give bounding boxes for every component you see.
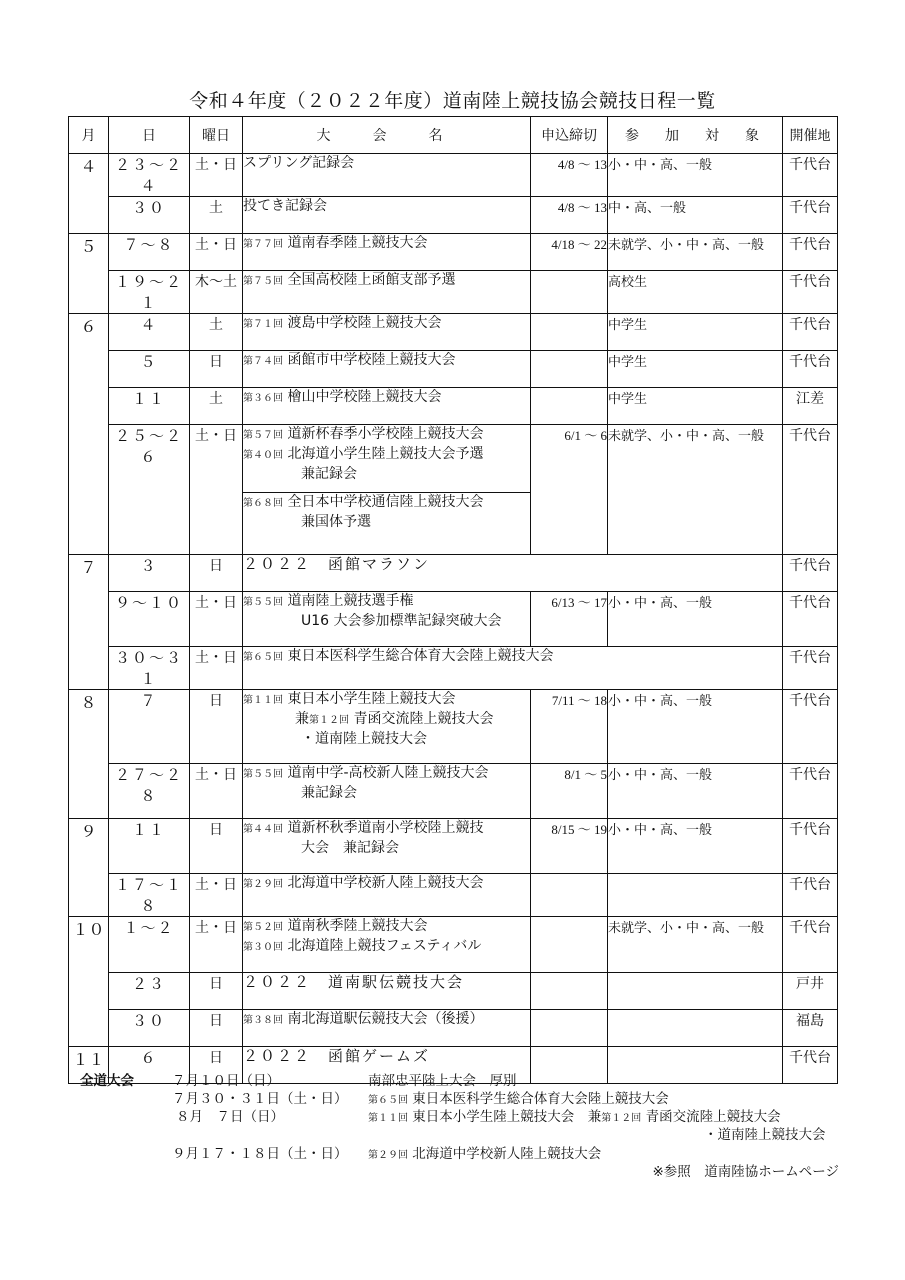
event-cell bbox=[243, 271, 531, 314]
venue-cell: 千代台 bbox=[783, 351, 838, 388]
edition-label: 第４４回 bbox=[243, 824, 283, 835]
target-cell: 中・高、一般 bbox=[608, 197, 783, 234]
edition-label: 第３６回 bbox=[243, 393, 283, 404]
deadline-cell: 4/8 ～ 13 bbox=[531, 197, 608, 234]
weekday-cell: 日 bbox=[190, 973, 243, 1010]
day-cell: ２５～２６ bbox=[109, 425, 190, 555]
target-cell: 未就学、小・中・高、一般 bbox=[608, 234, 783, 271]
table-row bbox=[69, 351, 838, 388]
weekday-cell: 土・日 bbox=[190, 764, 243, 819]
table-row bbox=[69, 917, 838, 973]
day-cell: ５ bbox=[109, 351, 190, 388]
header-weekday: 曜日 bbox=[190, 117, 243, 154]
table-row bbox=[69, 555, 838, 592]
venue-cell: 戸井 bbox=[783, 973, 838, 1010]
event-cell bbox=[243, 647, 783, 690]
weekday-cell: 土・日 bbox=[190, 154, 243, 197]
deadline-cell: 4/18 ～ 22 bbox=[531, 234, 608, 271]
target-cell bbox=[608, 973, 783, 1010]
venue-cell: 千代台 bbox=[783, 197, 838, 234]
footer-label: 全道大会 bbox=[80, 1073, 134, 1089]
day-cell: ７～８ bbox=[109, 234, 190, 271]
table-row bbox=[69, 388, 838, 425]
weekday-cell: 土・日 bbox=[190, 425, 243, 555]
month-cell: １１ bbox=[69, 1047, 109, 1084]
footer-date: ７月１０日（日） bbox=[172, 1073, 280, 1089]
event-cell bbox=[243, 388, 531, 425]
event-name: 道新杯春季小学校陸上競技大会 bbox=[287, 426, 484, 442]
footer-date: ９月１７・１８日（土・日） bbox=[172, 1146, 348, 1162]
footer-event bbox=[368, 1087, 669, 1107]
event-name: 投てき記録会 bbox=[243, 198, 327, 214]
day-cell: ７ bbox=[109, 690, 190, 764]
event-cell bbox=[243, 973, 531, 1010]
edition-label: 第２９回 bbox=[368, 1150, 408, 1161]
event-cell bbox=[243, 425, 531, 493]
day-cell: ３ bbox=[109, 555, 190, 592]
footer-event-name: 北海道中学校新人陸上競技大会 bbox=[412, 1146, 602, 1162]
event-name: 北海道陸上競技フェスティバル bbox=[287, 938, 482, 954]
header-venue-b: 地 bbox=[817, 129, 831, 144]
venue-cell: 福島 bbox=[783, 1010, 838, 1047]
event-name: 道南中学-高校新人陸上競技大会 bbox=[287, 765, 489, 781]
footer-event bbox=[368, 1142, 601, 1162]
table-row bbox=[69, 197, 838, 234]
month-cell: ５ bbox=[69, 234, 109, 314]
day-cell: １１ bbox=[109, 819, 190, 874]
weekday-cell: 日 bbox=[190, 690, 243, 764]
event-note: 兼記録会 bbox=[301, 785, 357, 801]
deadline-cell bbox=[531, 917, 608, 973]
joint-prefix: 兼 bbox=[295, 711, 309, 727]
venue-cell: 千代台 bbox=[783, 154, 838, 197]
deadline-cell bbox=[531, 1010, 608, 1047]
target-cell bbox=[608, 1047, 783, 1084]
reference-note: ※参照 道南陸協ホームページ bbox=[652, 1164, 839, 1180]
header-day: 日 bbox=[109, 117, 190, 154]
event-note: ・道南陸上競技大会 bbox=[301, 731, 427, 747]
event-name: 檜山中学校陸上競技大会 bbox=[287, 389, 442, 405]
footer-event: 南部忠平陸上大会 厚別 bbox=[368, 1073, 517, 1089]
day-cell: ２３～２４ bbox=[109, 154, 190, 197]
month-cell: ６ bbox=[69, 314, 109, 555]
edition-label: 第５５回 bbox=[243, 769, 283, 780]
edition-label: 第７５回 bbox=[243, 276, 283, 287]
event-cell bbox=[243, 764, 531, 819]
header-target: 参 加 対 象 bbox=[608, 117, 783, 154]
header-venue bbox=[783, 117, 838, 154]
edition-label: 第１２回 bbox=[601, 1113, 642, 1124]
weekday-cell: 日 bbox=[190, 1047, 243, 1084]
month-cell: ４ bbox=[69, 154, 109, 234]
venue-cell: 千代台 bbox=[783, 592, 838, 647]
target-cell: 小・中・高、一般 bbox=[608, 764, 783, 819]
weekday-cell: 土・日 bbox=[190, 874, 243, 917]
weekday-cell: 日 bbox=[190, 555, 243, 592]
deadline-cell bbox=[531, 314, 608, 351]
venue-cell: 千代台 bbox=[783, 874, 838, 917]
table-row bbox=[69, 234, 838, 271]
target-cell: 小・中・高、一般 bbox=[608, 154, 783, 197]
event-name: 青函交流陸上競技大会 bbox=[353, 711, 494, 727]
deadline-cell: 4/8 ～ 13 bbox=[531, 154, 608, 197]
footer-date: ７月３０・３１日（土・日） bbox=[172, 1091, 348, 1107]
edition-label: 第１１回 bbox=[243, 695, 283, 706]
month-cell: １０ bbox=[69, 917, 109, 1047]
page-title: 令和４年度（２０２２年度）道南陸上競技協会競技日程一覧 bbox=[189, 90, 716, 112]
event-cell bbox=[243, 819, 531, 874]
venue-cell: 千代台 bbox=[783, 690, 838, 764]
venue-cell: 千代台 bbox=[783, 314, 838, 351]
weekday-cell: 土 bbox=[190, 388, 243, 425]
event-name: 東日本小学生陸上競技大会 bbox=[287, 691, 456, 707]
event-cell bbox=[243, 154, 531, 197]
day-cell: １～２ bbox=[109, 917, 190, 973]
header-deadline: 申込締切 bbox=[531, 117, 608, 154]
event-note: 大会 兼記録会 bbox=[301, 840, 399, 856]
schedule-table bbox=[68, 116, 838, 1084]
edition-label: 第６８回 bbox=[243, 498, 283, 509]
deadline-cell: 6/13 ～ 17 bbox=[531, 592, 608, 647]
edition-label: 第３８回 bbox=[243, 1015, 283, 1026]
deadline-cell: 8/15 ～ 19 bbox=[531, 819, 608, 874]
event-cell bbox=[243, 874, 531, 917]
target-cell: 小・中・高、一般 bbox=[608, 819, 783, 874]
weekday-cell: 木～土 bbox=[190, 271, 243, 314]
day-cell: １９～２１ bbox=[109, 271, 190, 314]
event-note bbox=[243, 711, 493, 727]
table-row bbox=[69, 690, 838, 764]
event-name: ２０２２ 函館ゲームズ bbox=[243, 1047, 431, 1065]
deadline-cell bbox=[531, 271, 608, 314]
deadline-cell: 7/11 ～ 18 bbox=[531, 690, 608, 764]
venue-cell: 江差 bbox=[783, 388, 838, 425]
month-cell: ８ bbox=[69, 690, 109, 819]
header-row bbox=[69, 117, 838, 154]
venue-cell: 千代台 bbox=[783, 425, 838, 555]
target-cell bbox=[608, 874, 783, 917]
event-note: 兼国体予選 bbox=[301, 514, 371, 530]
month-cell: ７ bbox=[69, 555, 109, 690]
target-cell: 中学生 bbox=[608, 388, 783, 425]
table-row bbox=[69, 874, 838, 917]
edition-label: 第５７回 bbox=[243, 430, 283, 441]
table-row bbox=[69, 647, 838, 690]
day-cell: １１ bbox=[109, 388, 190, 425]
venue-cell: 千代台 bbox=[783, 271, 838, 314]
footer-event-name: 東日本小学生陸上競技大会 兼 bbox=[412, 1109, 602, 1125]
deadline-cell bbox=[531, 1047, 608, 1084]
event-name: 南北海道駅伝競技大会（後援） bbox=[287, 1011, 484, 1027]
weekday-cell: 土・日 bbox=[190, 592, 243, 647]
deadline-cell bbox=[531, 351, 608, 388]
event-cell bbox=[243, 917, 531, 973]
deadline-cell: 6/1 ～ 6 bbox=[531, 425, 608, 555]
day-cell: ３０～３１ bbox=[109, 647, 190, 690]
footer-event-name: 東日本医科学生総合体育大会陸上競技大会 bbox=[412, 1091, 669, 1107]
weekday-cell: 土・日 bbox=[190, 647, 243, 690]
edition-label: 第１２回 bbox=[309, 715, 349, 726]
footer-event-name: 青函交流陸上競技大会 bbox=[645, 1109, 781, 1125]
venue-cell: 千代台 bbox=[783, 764, 838, 819]
weekday-cell: 土・日 bbox=[190, 234, 243, 271]
month-cell: ９ bbox=[69, 819, 109, 917]
event-name: 函館市中学校陸上競技大会 bbox=[287, 352, 456, 368]
target-cell: 高校生 bbox=[608, 271, 783, 314]
event-note: U16 大会参加標準記録突破大会 bbox=[301, 613, 502, 629]
event-cell bbox=[243, 234, 531, 271]
day-cell: ４ bbox=[109, 314, 190, 351]
weekday-cell: 日 bbox=[190, 819, 243, 874]
header-month: 月 bbox=[69, 117, 109, 154]
event-name: 北海道中学校新人陸上競技大会 bbox=[287, 875, 484, 891]
event-name: 全国高校陸上函館支部予選 bbox=[287, 272, 456, 288]
table-row bbox=[69, 592, 838, 647]
event-cell bbox=[243, 592, 531, 647]
target-cell bbox=[608, 1010, 783, 1047]
event-cell bbox=[243, 1010, 531, 1047]
event-name: 全日本中学校通信陸上競技大会 bbox=[287, 494, 484, 510]
target-cell: 未就学、小・中・高、一般 bbox=[608, 917, 783, 973]
edition-label: 第１１回 bbox=[368, 1113, 408, 1124]
event-cell bbox=[243, 555, 783, 592]
table-row bbox=[69, 154, 838, 197]
venue-cell: 千代台 bbox=[783, 1047, 838, 1084]
event-name: 東日本医科学生総合体育大会陸上競技大会 bbox=[287, 648, 554, 664]
target-cell: 未就学、小・中・高、一般 bbox=[608, 425, 783, 555]
day-cell: ２７～２８ bbox=[109, 764, 190, 819]
day-cell: １７～１８ bbox=[109, 874, 190, 917]
table-row bbox=[69, 425, 838, 493]
event-name: ２０２２ 函館マラソン bbox=[243, 555, 431, 573]
edition-label: 第７７回 bbox=[243, 239, 283, 250]
event-name: 道南陸上競技選手権 bbox=[287, 593, 414, 609]
day-cell: ２３ bbox=[109, 973, 190, 1010]
table-row bbox=[69, 764, 838, 819]
target-cell: 小・中・高、一般 bbox=[608, 690, 783, 764]
event-name: 道新杯秋季道南小学校陸上競技 bbox=[287, 820, 484, 836]
event-cell bbox=[243, 197, 531, 234]
edition-label: 第５５回 bbox=[243, 597, 283, 608]
footer-event bbox=[368, 1105, 781, 1125]
deadline-cell bbox=[531, 388, 608, 425]
event-name: スプリング記録会 bbox=[243, 155, 355, 171]
header-event: 大 会 名 bbox=[243, 117, 531, 154]
header-venue-a: 開催 bbox=[789, 128, 818, 144]
edition-label: 第２９回 bbox=[243, 879, 283, 890]
weekday-cell: 土 bbox=[190, 314, 243, 351]
weekday-cell: 日 bbox=[190, 351, 243, 388]
venue-cell: 千代台 bbox=[783, 647, 838, 690]
table-row bbox=[69, 973, 838, 1010]
event-cell bbox=[243, 351, 531, 388]
edition-label: 第４０回 bbox=[243, 450, 283, 461]
weekday-cell: 土 bbox=[190, 197, 243, 234]
footer-date: ８月 ７日（日） bbox=[176, 1109, 284, 1125]
event-name: 北海道小学生陸上競技大会予選 bbox=[287, 446, 484, 462]
event-cell bbox=[243, 314, 531, 351]
day-cell: ９～１０ bbox=[109, 592, 190, 647]
edition-label: 第６５回 bbox=[368, 1095, 408, 1106]
event-name: 渡島中学校陸上競技大会 bbox=[287, 315, 442, 331]
venue-cell: 千代台 bbox=[783, 555, 838, 592]
event-name: 道南春季陸上競技大会 bbox=[287, 235, 428, 251]
table-row bbox=[69, 271, 838, 314]
event-name: ２０２２ 道南駅伝競技大会 bbox=[243, 973, 465, 991]
day-cell: ６ bbox=[109, 1047, 190, 1084]
event-cell bbox=[243, 690, 531, 764]
table-row bbox=[69, 314, 838, 351]
target-cell: 中学生 bbox=[608, 314, 783, 351]
table-row bbox=[69, 1010, 838, 1047]
edition-label: 第３０回 bbox=[243, 942, 283, 953]
event-note: 兼記録会 bbox=[301, 466, 357, 482]
deadline-cell bbox=[531, 973, 608, 1010]
edition-label: 第７１回 bbox=[243, 319, 283, 330]
table-row bbox=[69, 819, 838, 874]
event-name: 道南秋季陸上競技大会 bbox=[287, 918, 428, 934]
target-cell: 中学生 bbox=[608, 351, 783, 388]
venue-cell: 千代台 bbox=[783, 234, 838, 271]
day-cell: ３０ bbox=[109, 1010, 190, 1047]
footer-event: ・道南陸上競技大会 bbox=[704, 1127, 826, 1143]
edition-label: 第７４回 bbox=[243, 356, 283, 367]
venue-cell: 千代台 bbox=[783, 917, 838, 973]
venue-cell: 千代台 bbox=[783, 819, 838, 874]
edition-label: 第６５回 bbox=[243, 652, 283, 663]
weekday-cell: 日 bbox=[190, 1010, 243, 1047]
day-cell: ３０ bbox=[109, 197, 190, 234]
event-cell bbox=[243, 493, 531, 555]
deadline-cell bbox=[531, 874, 608, 917]
weekday-cell: 土・日 bbox=[190, 917, 243, 973]
deadline-cell: 8/1 ～ 5 bbox=[531, 764, 608, 819]
target-cell: 小・中・高、一般 bbox=[608, 592, 783, 647]
edition-label: 第５２回 bbox=[243, 922, 283, 933]
